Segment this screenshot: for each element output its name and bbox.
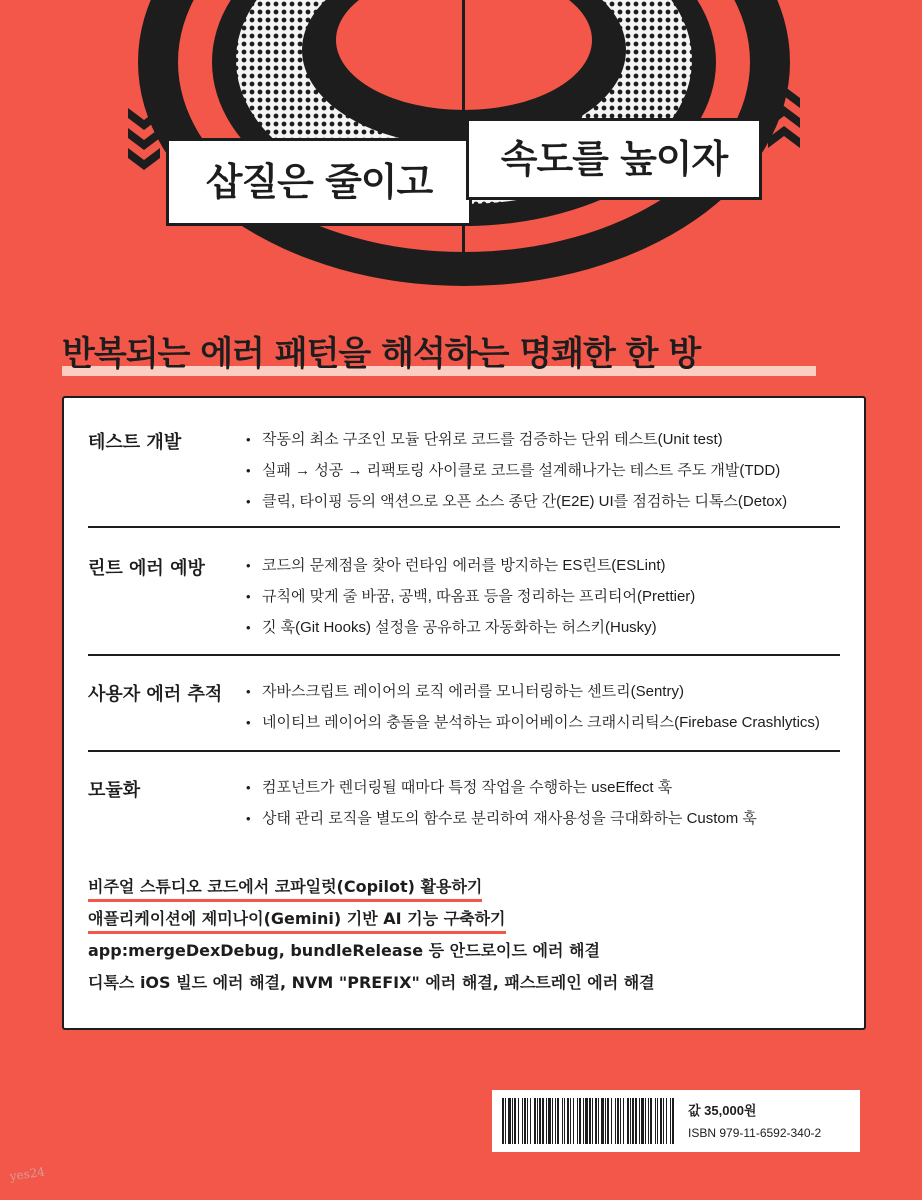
- price: 값 35,000원: [688, 1103, 757, 1118]
- highlight-text: 비주얼 스튜디오 코드에서 코파일럿(Copilot) 활용하기: [88, 876, 482, 902]
- bullet-item: • 규칙에 맞게 줄 바꿈, 공백, 따옴표 등을 정리하는 프리티어(Prettier): [246, 587, 846, 618]
- bullet-item: • 깃 훅(Git Hooks) 설정을 공유하고 자동화하는 허스키(Husky): [246, 618, 846, 649]
- headline: 반복되는 에러 패턴을 해석하는 명쾌한 한 방: [62, 334, 701, 374]
- bullet-list: [246, 556, 846, 649]
- chevron-up-icon: [768, 86, 800, 148]
- highlight-item: [88, 972, 828, 1004]
- section-title: 모듈화: [88, 780, 141, 801]
- watermark-stamp: yes24: [8, 1164, 46, 1184]
- highlight-text: app:mergeDexDebug, bundleRelease 등 안드로이드 에러 해결: [88, 941, 600, 960]
- bullet-item: • 실패 → 성공 → 리팩토링 사이클로 코드를 설계해나가는 테스트 주도 개발(TDD): [246, 461, 846, 492]
- section-title: 린트 에러 예방: [88, 558, 205, 579]
- highlight-item: [88, 940, 828, 972]
- section-divider: [88, 654, 840, 656]
- bullet-item: • 작동의 최소 구조인 모듈 단위로 코드를 검증하는 단위 테스트(Unit test): [246, 430, 846, 461]
- section-title: 사용자 에러 추적: [88, 684, 223, 705]
- bullet-item: • 컴포넌트가 렌더링될 때마다 특정 작업을 수행하는 useEffect 훅: [246, 778, 846, 809]
- barcode-icon: [500, 1098, 678, 1144]
- bullet-list: [246, 778, 846, 840]
- bullet-list: [246, 430, 846, 523]
- section-title: 테스트 개발: [88, 432, 182, 453]
- chevron-down-icon: [128, 108, 160, 170]
- slogan-banner-right: 속도를 높이자: [466, 118, 762, 200]
- barcode-box: [492, 1090, 860, 1152]
- bullet-item: • 상태 관리 로직을 별도의 함수로 분리하여 재사용성을 극대화하는 Custom 훅: [246, 809, 846, 840]
- highlight-text: 애플리케이션에 제미나이(Gemini) 기반 AI 기능 구축하기: [88, 908, 506, 934]
- highlight-item: [88, 908, 828, 940]
- section-divider: [88, 526, 840, 528]
- bullet-item: • 클릭, 타이핑 등의 액션으로 오픈 소스 종단 간(E2E) UI를 점검하는 디톡스(Detox): [246, 492, 846, 523]
- bullet-list: [246, 682, 846, 744]
- section-divider: [88, 750, 840, 752]
- bullet-item: • 네이티브 레이어의 충돌을 분석하는 파이어베이스 크래시리틱스(Firebase Crashlytics): [246, 713, 846, 744]
- highlight-item: [88, 876, 828, 908]
- highlight-text: 디톡스 iOS 빌드 에러 해결, NVM "PREFIX" 에러 해결, 패스트레인 에러 해결: [88, 973, 655, 992]
- bullet-item: • 코드의 문제점을 찾아 런타임 에러를 방지하는 ES린트(ESLint): [246, 556, 846, 587]
- slogan-banner-left: 삽질은 줄이고: [166, 138, 472, 226]
- feature-card: [62, 396, 866, 1030]
- isbn: ISBN 979-11-6592-340-2: [688, 1126, 822, 1140]
- highlight-list: [88, 876, 828, 1004]
- bullet-item: • 자바스크립트 레이어의 로직 에러를 모니터링하는 센트리(Sentry): [246, 682, 846, 713]
